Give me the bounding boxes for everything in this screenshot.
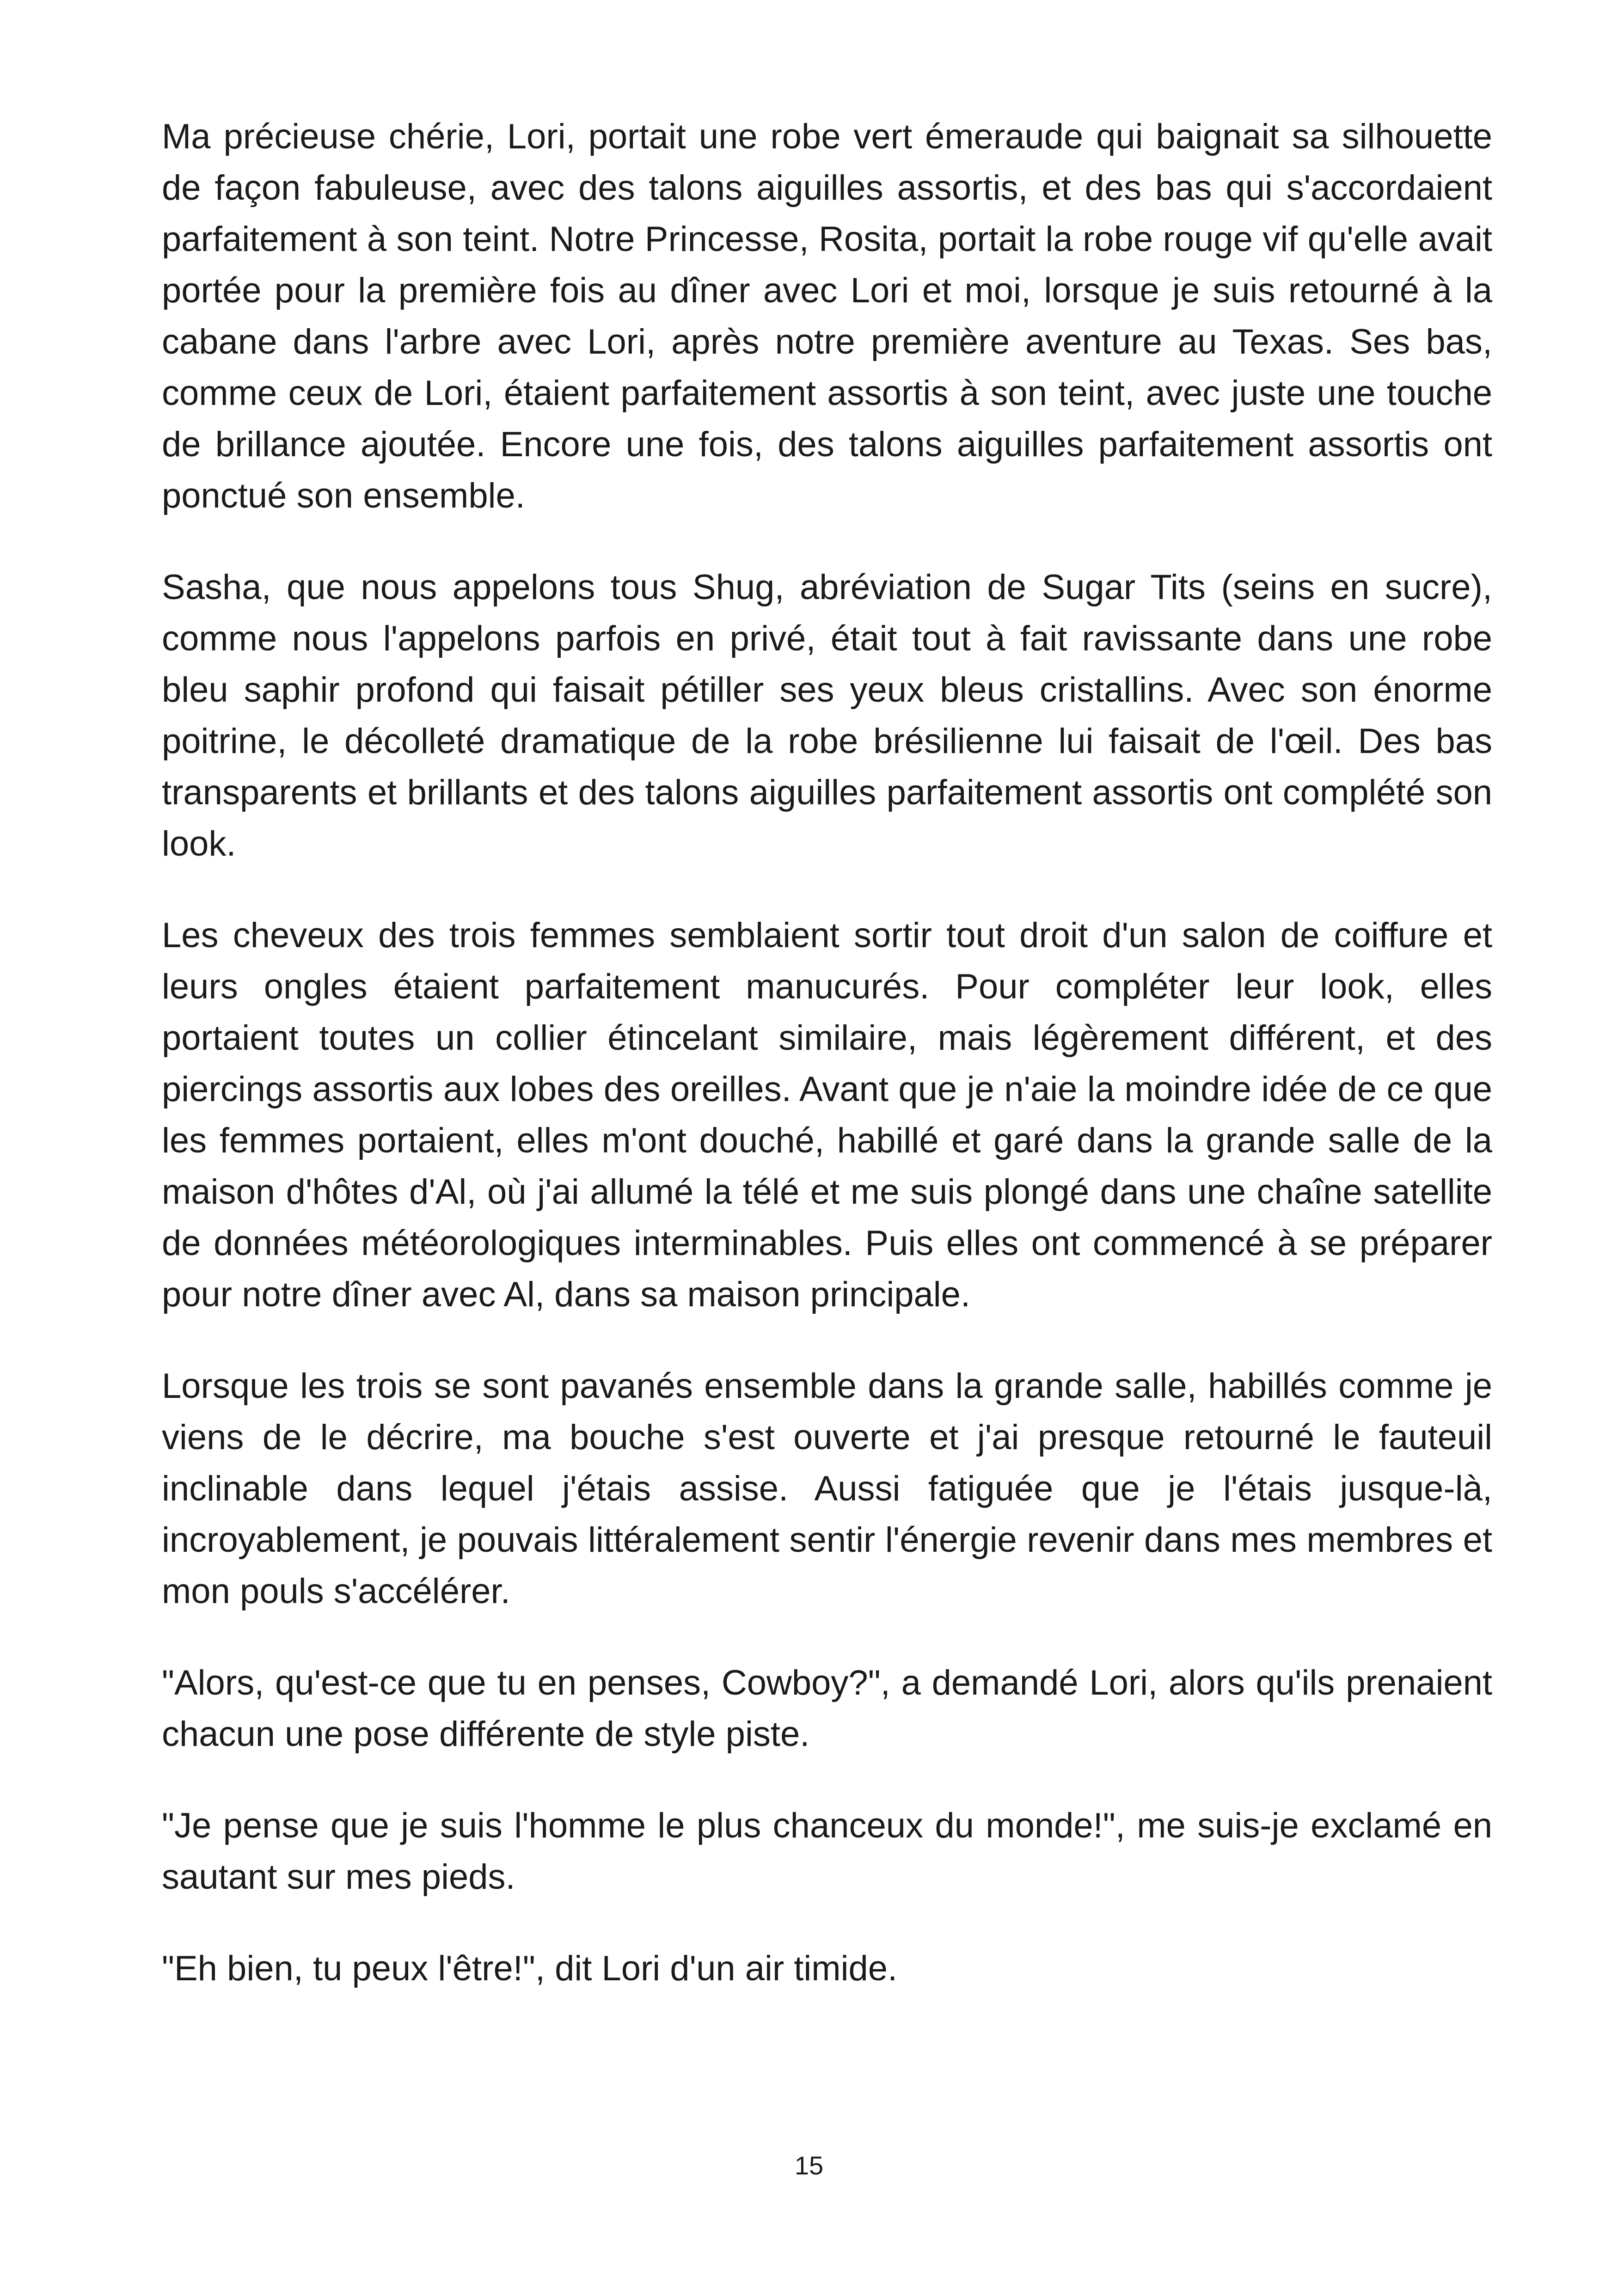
paragraph-2: Sasha, que nous appelons tous Shug, abréviation de Sugar Tits (seins en sucre), comme nous l'appelons parfois en privé, était tout à fait ravissante dans une robe bleu saphir profond qui faisait pétiller ses yeux bleus cristallins. Avec son énorme poitrine, le décolleté dramatique de la robe brésilienne lui faisait de l'œil. Des bas transparents et brillants et des talons aiguilles parfaitement assortis ont complété son look.: [162, 568, 1492, 863]
paragraph-3: Les cheveux des trois femmes semblaient sortir tout droit d'un salon de coiffure et leurs ongles étaient parfaitement manucurés. Pour compléter leur look, elles portaient toutes un collier étincelant similaire, mais légèrement différent, et des piercings assortis aux lobes des oreilles. Avant que je n'aie la moindre idée de ce que les femmes portaient, elles m'ont douché, habillé et garé dans la grande salle de la maison d'hôtes d'Al, où j'ai allumé la télé et me suis plongé dans une chaîne satellite de données météorologiques interminables. Puis elles ont commencé à se préparer pour notre dîner avec Al, dans sa maison principale.: [162, 916, 1492, 1314]
paragraph-1: Ma précieuse chérie, Lori, portait une robe vert émeraude qui baignait sa silhouette de façon fabuleuse, avec des talons aiguilles assortis, et des bas qui s'accordaient parfaitement à son teint. Notre Princesse, Rosita, portait la robe rouge vif qu'elle avait portée pour la première fois au dîner avec Lori et moi, lorsque je suis retourné à la cabane dans l'arbre avec Lori, après notre première aventure au Texas. Ses bas, comme ceux de Lori, étaient parfaitement assortis à son teint, avec juste une touche de brillance ajoutée. Encore une fois, des talons aiguilles parfaitement assortis ont ponctué son ensemble.: [162, 117, 1492, 515]
page-number: 15: [794, 2151, 824, 2180]
paragraph-4: Lorsque les trois se sont pavanés ensemble dans la grande salle, habillés comme je viens de le décrire, ma bouche s'est ouverte et j'ai presque retourné le fauteuil inclinable dans lequel j'étais assise. Aussi fatiguée que je l'étais jusque-là, incroyablement, je pouvais littéralement sentir l'énergie revenir dans mes membres et mon pouls s'accélérer.: [162, 1366, 1492, 1611]
body-text: [162, 111, 1492, 2034]
paragraph-5: "Alors, qu'est-ce que tu en penses, Cowboy?", a demandé Lori, alors qu'ils prenaient chacun une pose différente de style piste.: [162, 1663, 1492, 1754]
paragraph-6: "Je pense que je suis l'homme le plus chanceux du monde!", me suis-je exclamé en sautant sur mes pieds.: [162, 1806, 1492, 1897]
paragraph-7: "Eh bien, tu peux l'être!", dit Lori d'un air timide.: [162, 1949, 898, 1988]
